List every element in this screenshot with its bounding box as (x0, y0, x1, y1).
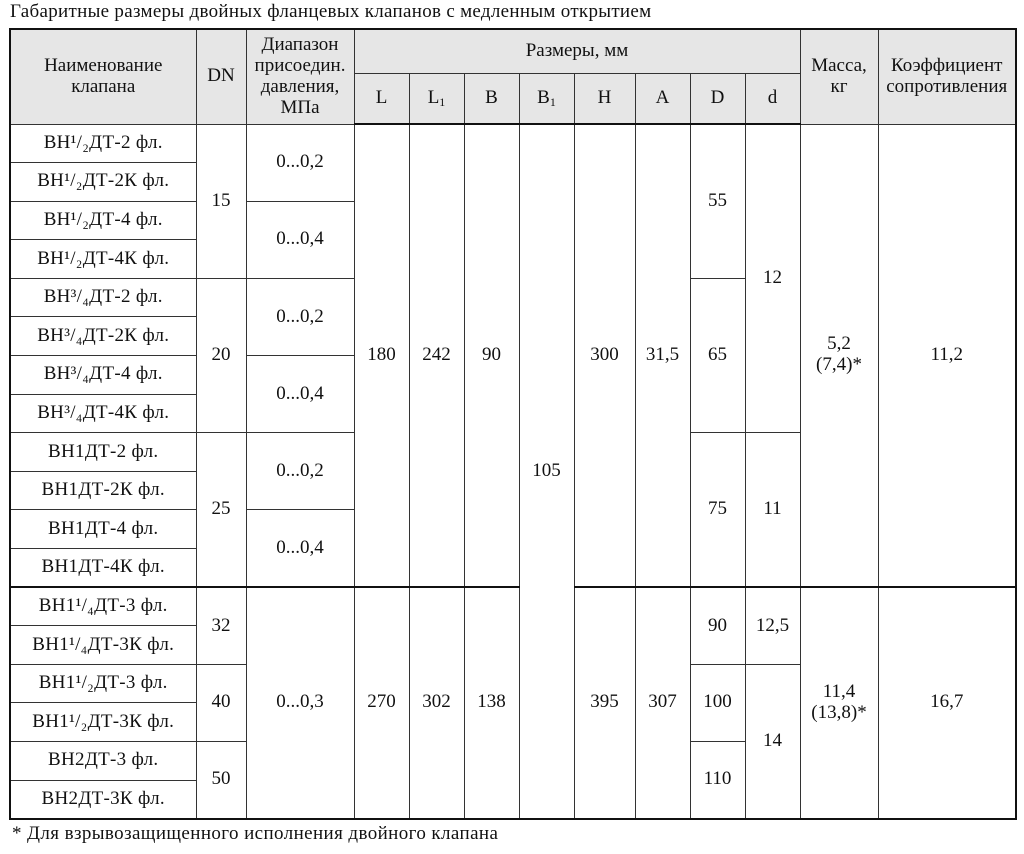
dn-cell: 50 (196, 742, 246, 819)
dn-cell: 20 (196, 278, 246, 432)
mass-cell: 5,2 (7,4)* (800, 124, 878, 587)
valve-name-cell: ВН1¹/₂ДТ-3К фл. (10, 703, 196, 742)
D-cell: 75 (690, 433, 745, 587)
header-D: D (690, 73, 745, 124)
pressure-cell: 0...0,3 (246, 587, 354, 819)
header-dn: DN (196, 29, 246, 124)
A-cell: 307 (635, 587, 690, 819)
valve-name-cell: ВН³/₄ДТ-4 фл. (10, 356, 196, 395)
header-B: B (464, 73, 519, 124)
D-cell: 55 (690, 124, 745, 278)
valve-name-cell: ВН1ДТ-2К фл. (10, 471, 196, 510)
valve-name-cell: ВН1¹/₂ДТ-3 фл. (10, 664, 196, 703)
header-B1: $B_1$ (519, 73, 574, 124)
d-cell: 14 (745, 664, 800, 818)
valve-name-cell: ВН1ДТ-2 фл. (10, 433, 196, 472)
A-cell: 31,5 (635, 124, 690, 587)
valve-name-cell: ВН1ДТ-4К фл. (10, 549, 196, 588)
coefficient-cell: 16,7 (878, 587, 1016, 819)
valve-name-cell: ВН¹/₂ДТ-2К фл. (10, 163, 196, 202)
pressure-cell: 0...0,2 (246, 124, 354, 201)
dn-cell: 25 (196, 433, 246, 587)
L1-cell: 302 (409, 587, 464, 819)
header-A: A (635, 73, 690, 124)
valve-name-cell: ВН1¹/₄ДТ-3К фл. (10, 626, 196, 665)
header-pressure-range: Диапазон присоедин. давления, МПа (246, 29, 354, 124)
mass-cell: 11,4 (13,8)* (800, 587, 878, 819)
B-cell: 90 (464, 124, 519, 587)
valve-name-cell: ВН³/₄ДТ-2К фл. (10, 317, 196, 356)
dimensions-table (9, 28, 1017, 820)
D-cell: 65 (690, 278, 745, 432)
L-cell: 180 (354, 124, 409, 587)
pressure-cell: 0...0,2 (246, 433, 354, 510)
valve-name-cell: ВН2ДТ-3 фл. (10, 742, 196, 781)
header-mass: Масса, кг (800, 29, 878, 124)
H-cell: 300 (574, 124, 635, 587)
header-L1: $L_1$ (409, 73, 464, 124)
header-resistance-coefficient: Коэффициент сопротивления (878, 29, 1016, 124)
table-caption: Габаритные размеры двойных фланцевых клапанов с медленным открытием (10, 1, 652, 22)
coefficient-cell: 11,2 (878, 124, 1016, 587)
header-H: H (574, 73, 635, 124)
valve-name-cell: ВН2ДТ-3К фл. (10, 780, 196, 819)
pressure-cell: 0...0,4 (246, 201, 354, 278)
B-cell: 138 (464, 587, 519, 819)
header-L: L (354, 73, 409, 124)
valve-name-cell: ВН¹/₂ДТ-2 фл. (10, 124, 196, 163)
valve-name-cell: ВН1¹/₄ДТ-3 фл. (10, 587, 196, 626)
header-d: d (745, 73, 800, 124)
valve-name-cell: ВН1ДТ-4 фл. (10, 510, 196, 549)
d-cell: 12 (745, 124, 800, 433)
L-cell: 270 (354, 587, 409, 819)
D-cell: 90 (690, 587, 745, 664)
pressure-cell: 0...0,4 (246, 510, 354, 587)
header-valve-name: Наименование клапана (10, 29, 196, 124)
D-cell: 100 (690, 664, 745, 741)
valve-name-cell: ВН¹/₂ДТ-4 фл. (10, 201, 196, 240)
d-cell: 12,5 (745, 587, 800, 664)
valve-name-cell: ВН¹/₂ДТ-4К фл. (10, 240, 196, 279)
valve-name-cell: ВН³/₄ДТ-4К фл. (10, 394, 196, 433)
dn-cell: 32 (196, 587, 246, 664)
D-cell: 110 (690, 742, 745, 819)
H-cell: 395 (574, 587, 635, 819)
dn-cell: 15 (196, 124, 246, 278)
table-row (10, 587, 1016, 626)
footnote: * Для взрывозащищенного исполнения двойного клапана (12, 823, 499, 844)
pressure-cell: 0...0,4 (246, 356, 354, 433)
B1-cell: 105 (519, 124, 574, 819)
valve-name-cell: ВН³/₄ДТ-2 фл. (10, 278, 196, 317)
header-dimensions: Размеры, мм (354, 29, 800, 73)
pressure-cell: 0...0,2 (246, 278, 354, 355)
dn-cell: 40 (196, 664, 246, 741)
L1-cell: 242 (409, 124, 464, 587)
table-row (10, 124, 1016, 163)
d-cell: 11 (745, 433, 800, 587)
